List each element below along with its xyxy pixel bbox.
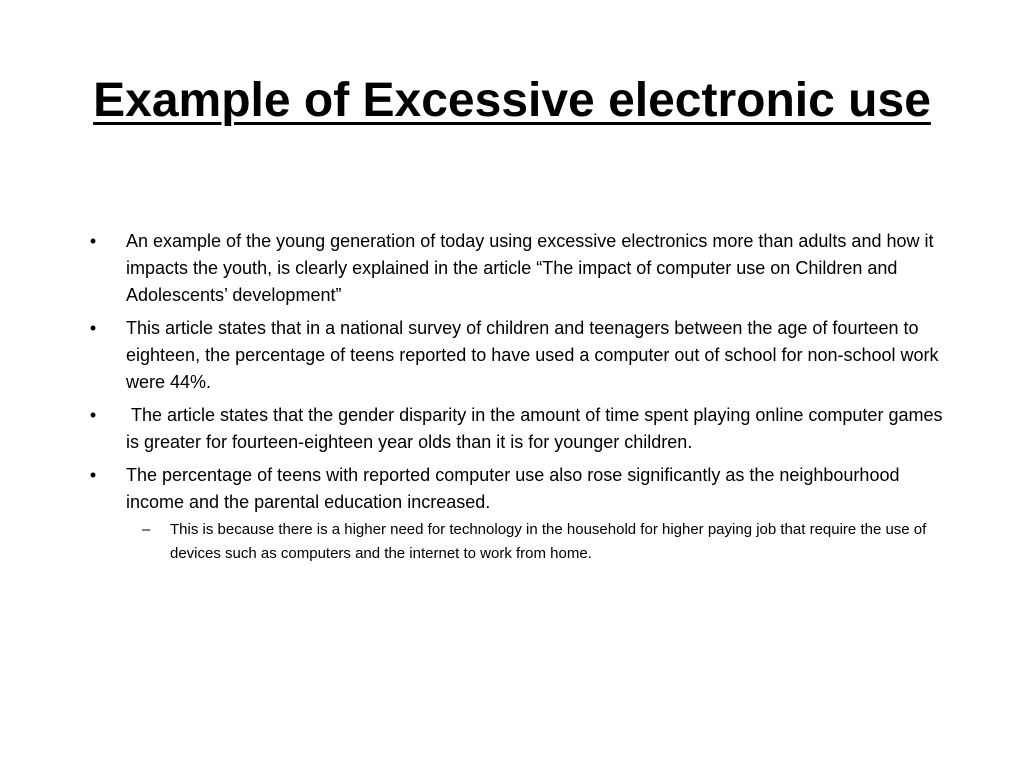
bullet-icon: • [89,405,97,425]
bullet-icon: • [89,465,97,485]
bullet-text: This article states that in a national survey of children and teenagers between the age of fourteen to eighteen, the percentage of teens reported to have used a computer out of school for non-school work were 44%. [126,318,939,392]
bullet-item [86,315,946,396]
sub-bullet-text: This is because there is a higher need for technology in the household for higher paying job that require the use of devices such as computers and the internet to work from home. [170,521,927,562]
bullet-list [86,228,946,572]
bullet-text: An example of the young generation of today using excessive electronics more than adults and how it impacts the youth, is clearly explained in the article “The impact of computer use on Children and Adolescents’ development” [126,231,934,305]
dash-icon: – [142,521,151,538]
bullet-item [86,402,946,456]
bullet-text: The article states that the gender disparity in the amount of time spent playing online computer games is greater for fourteen-eighteen year olds than it is for younger children. [126,405,948,452]
bullet-text: The percentage of teens with reported computer use also rose significantly as the neighbourhood income and the parental education increased. [126,465,900,512]
sub-bullet-item [126,518,946,566]
sub-bullet-list [126,518,946,566]
bullet-item [86,228,946,309]
bullet-item [86,462,946,566]
bullet-icon: • [89,318,97,338]
bullet-icon: • [89,231,97,251]
slide-title: Example of Excessive electronic use [93,74,931,127]
